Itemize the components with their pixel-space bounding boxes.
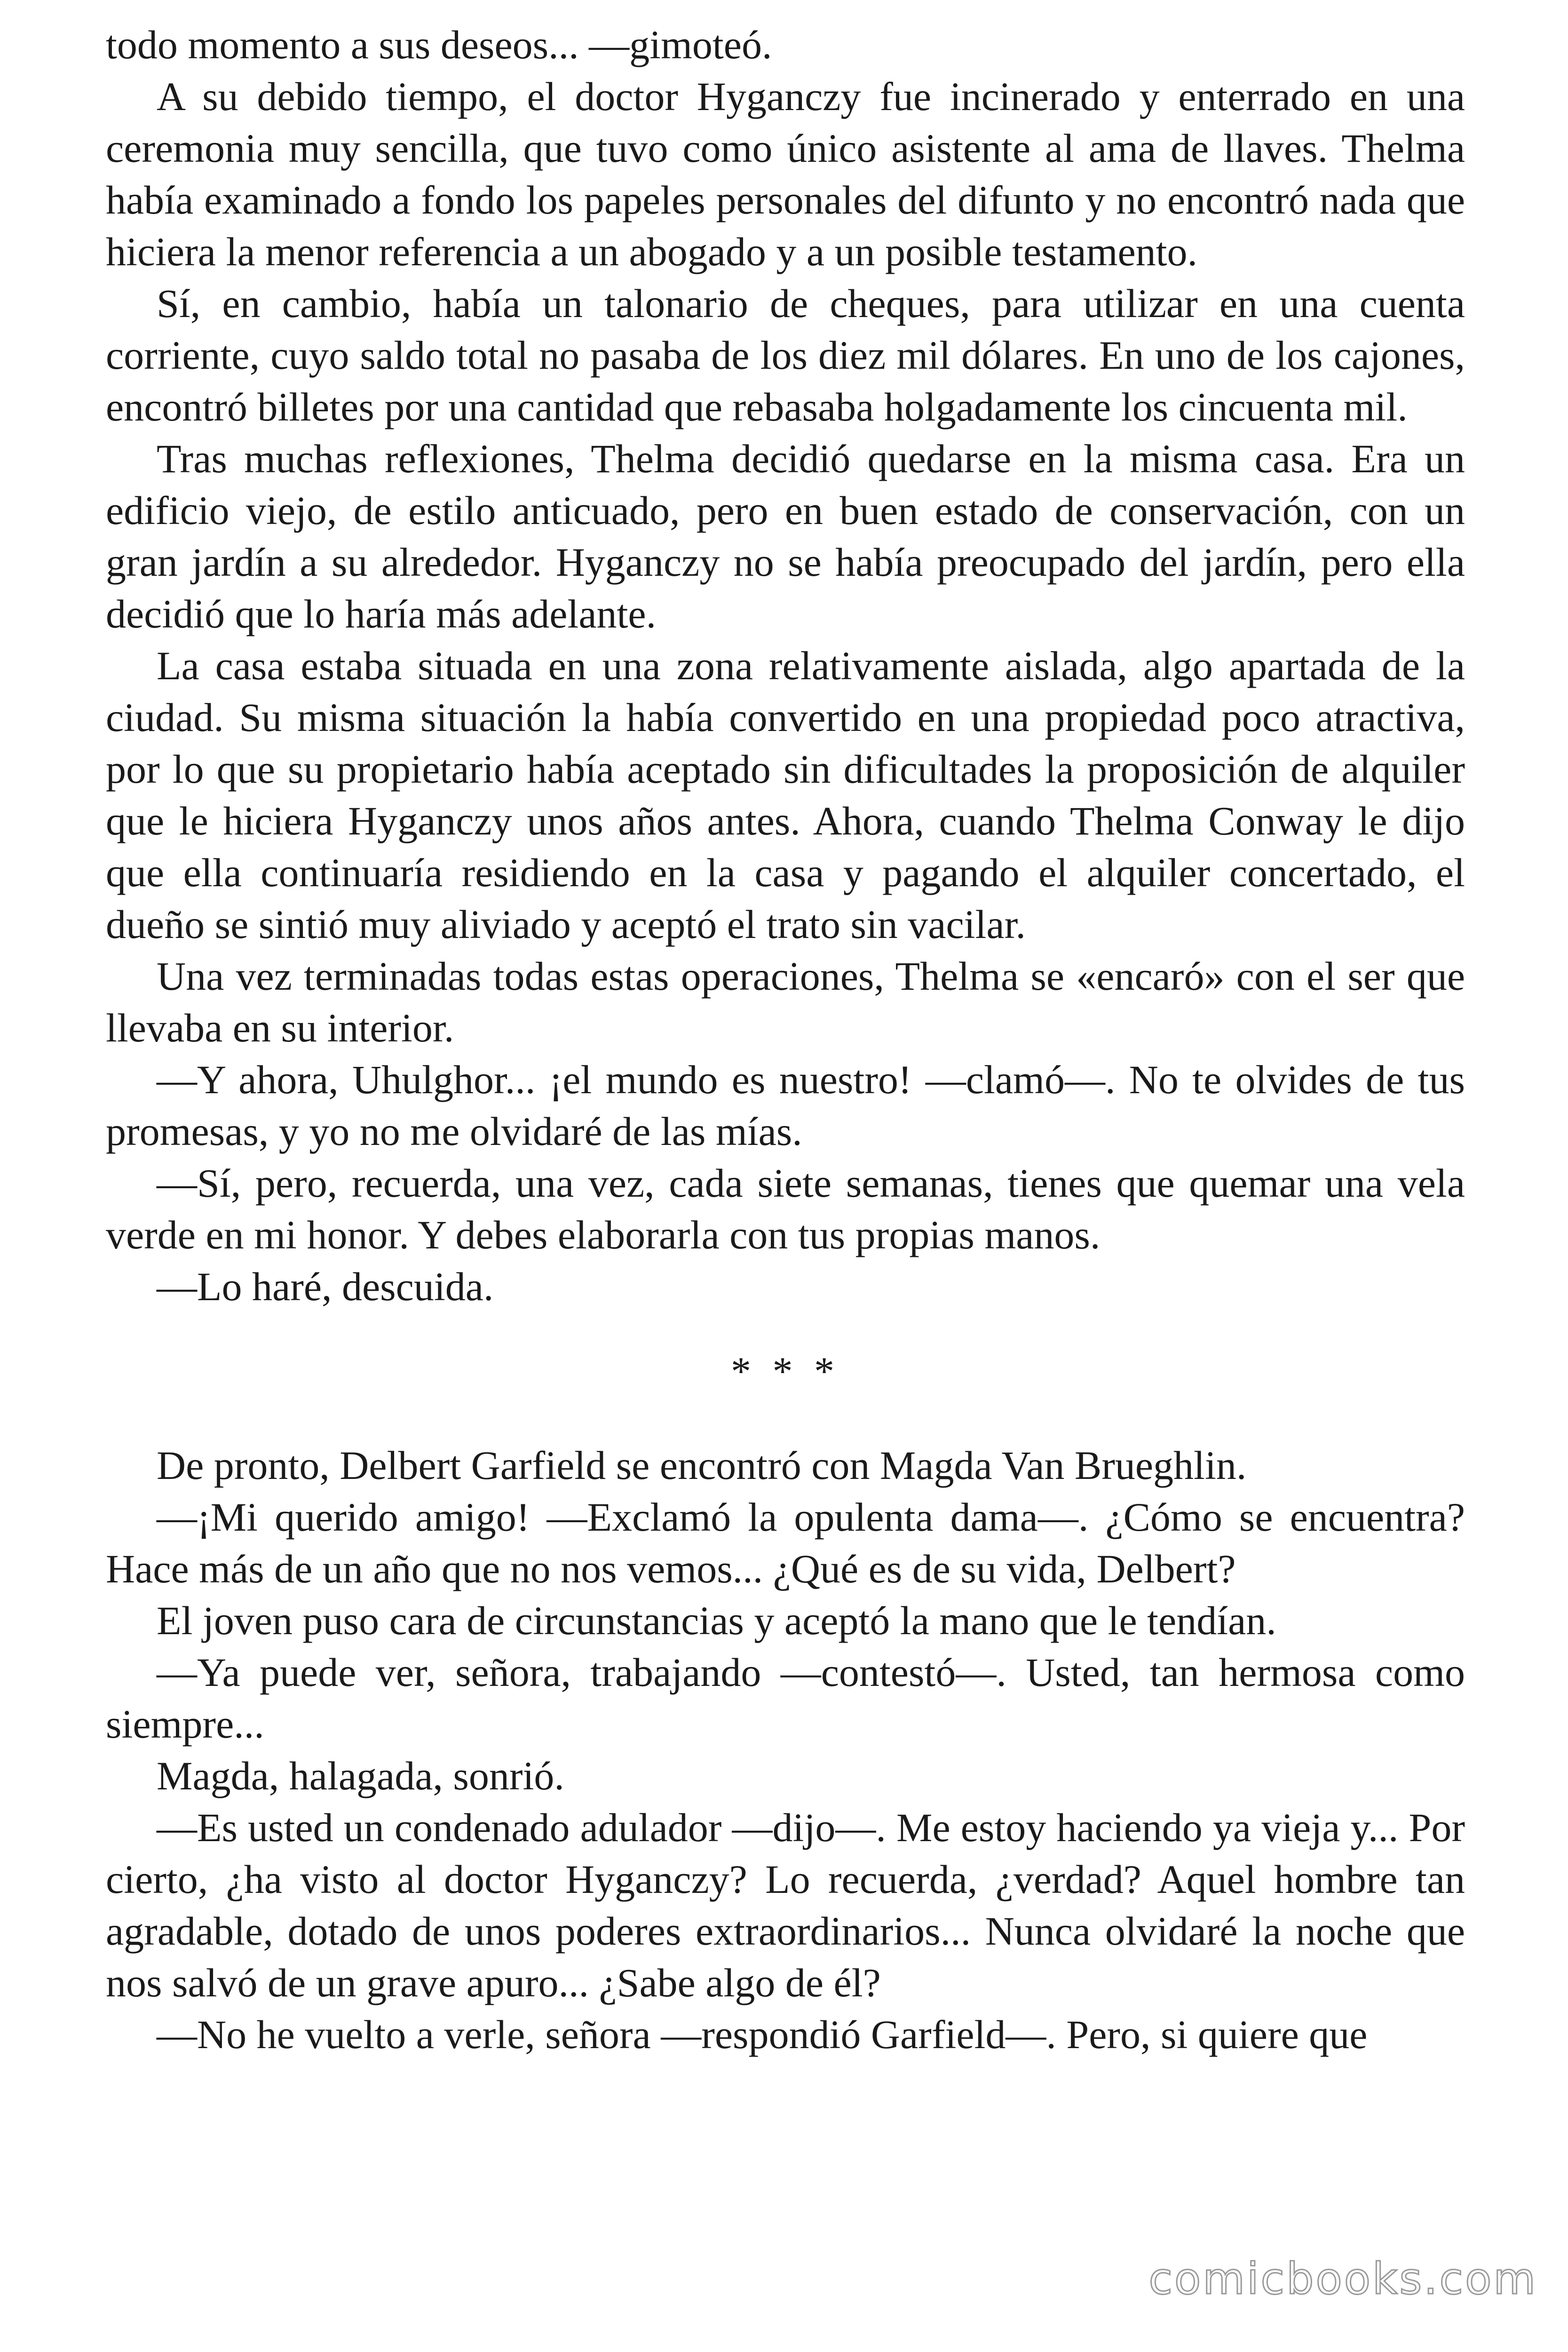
- document-page: [106, 19, 1465, 2060]
- paragraph: Sí, en cambio, había un talonario de cheques, para utilizar en una cuenta corriente, cuyo saldo total no pasaba de los diez mil dólares. En uno de los cajones, encontró billetes por una cantidad que rebasaba holgadamente los cincuenta mil.: [106, 281, 1465, 429]
- paragraph: —Es usted un condenado adulador —dijo—. Me estoy haciendo ya vieja y... Por cierto, ¿ha visto al doctor Hyganczy? Lo recuerda, ¿verdad? Aquel hombre tan agradable, dotado de unos poderes extraordinarios... Nunca olvidaré la noche que nos salvó de un grave apuro... ¿Sabe algo de él?: [106, 1805, 1465, 2005]
- paragraph: —Lo haré, descuida.: [157, 1264, 494, 1309]
- paragraph: todo momento a sus deseos... —gimoteó.: [106, 22, 772, 67]
- paragraph: De pronto, Delbert Garfield se encontró con Magda Van Brueghlin.: [157, 1443, 1247, 1488]
- paragraph: El joven puso cara de circunstancias y aceptó la mano que le tendían.: [157, 1598, 1276, 1643]
- section-separator: * * *: [731, 1349, 840, 1394]
- paragraph: Tras muchas reflexiones, Thelma decidió quedarse en la misma casa. Era un edificio viejo, de estilo anticuado, pero en buen estado de conservación, con un gran jardín a su alrededor. Hyganczy no se había preocupado del jardín, pero ella decidió que lo haría más adelante.: [106, 436, 1465, 636]
- paragraph: La casa estaba situada en una zona relativamente aislada, algo apartada de la ciudad. Su misma situación la había convertido en una propiedad poco atractiva, por lo que su propietario había aceptado sin dificultades la proposición de alquiler que le hiciera Hyganczy unos años antes. Ahora, cuando Thelma Conway le dijo que ella continuaría residiendo en la casa y pagando el alquiler concertado, el dueño se sintió muy aliviado y aceptó el trato sin vacilar.: [106, 643, 1465, 947]
- paragraph: —Ya puede ver, señora, trabajando —contestó—. Usted, tan hermosa como siempre...: [106, 1650, 1465, 1747]
- paragraph: —¡Mi querido amigo! —Exclamó la opulenta dama—. ¿Cómo se encuentra? Hace más de un año que no nos vemos... ¿Qué es de su vida, Delbert?: [106, 1494, 1465, 1591]
- paragraph: Magda, halagada, sonrió.: [157, 1753, 564, 1798]
- paragraph: —No he vuelto a verle, señora —respondió Garfield—. Pero, si quiere que: [157, 2012, 1368, 2057]
- paragraph: —Y ahora, Uhulghor... ¡el mundo es nuestro! —clamó—. No te olvides de tus promesas, y yo no me olvidaré de las mías.: [106, 1057, 1465, 1154]
- watermark: comicbooks.com: [1148, 2254, 1537, 2304]
- paragraph: A su debido tiempo, el doctor Hyganczy fue incinerado y enterrado en una ceremonia muy sencilla, que tuvo como único asistente al ama de llaves. Thelma había examinado a fondo los papeles personales del difunto y no encontró nada que hiciera la menor referencia a un abogado y a un posible testamento.: [106, 74, 1465, 274]
- paragraph: Una vez terminadas todas estas operaciones, Thelma se «encaró» con el ser que llevaba en su interior.: [106, 954, 1465, 1050]
- paragraph: —Sí, pero, recuerda, una vez, cada siete semanas, tienes que quemar una vela verde en mi honor. Y debes elaborarla con tus propias manos.: [106, 1160, 1465, 1257]
